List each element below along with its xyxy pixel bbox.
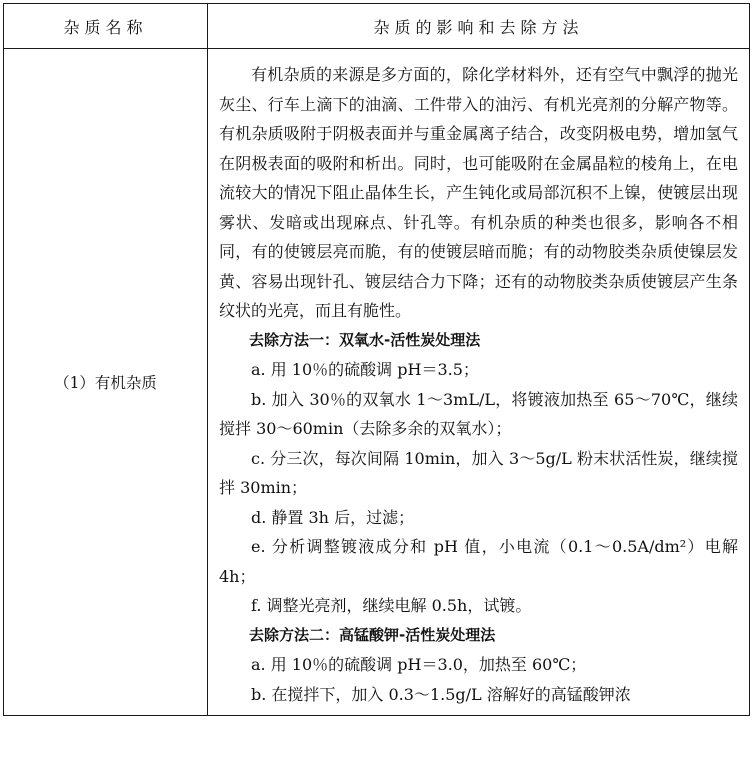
method-one-step: d. 静置 3h 后，过滤； bbox=[251, 507, 415, 527]
cell-content bbox=[208, 49, 749, 715]
method-one-step: b. 加入 30％的双氧水 1～3mL/L，将镀液加热至 65～70℃，继续搅拌 30～60min（去除多余的双氧水）； bbox=[219, 389, 738, 438]
intro-paragraph: 有机杂质的来源是多方面的，除化学材料外，还有空气中飘浮的抛光灰尘、行车上滴下的油滴、工件带入的油污、有机光亮剂的分解产物等。有机杂质吸附于阴极表面并与重金属离子结合，改变阴极电势，增加氢气在阴极表面的吸附和析出。同时，也可能吸附在金属晶粒的棱角上，在电流较大的情况下阻止晶体生长，产生钝化或局部沉积不上镍，使镀层出现雾状、发暗或出现麻点、针孔等。有机杂质的种类也很多，影响各不相同，有的使镀层亮而脆，有的使镀层暗而脆；有的动物胶类杂质使镍层发黄、容易出现针孔、镀层结合力下降；还有的动物胶类杂质使镀层产生条纹状的光亮，而且有脆性。 bbox=[219, 65, 738, 320]
method-two-step: a. 用 10％的硫酸调 pH＝3.0，加热至 60℃； bbox=[251, 655, 587, 674]
impurity-table bbox=[3, 3, 750, 716]
header-row bbox=[4, 4, 750, 49]
method-one-step: c. 分三次，每次间隔 10min，加入 3～5g/L 粉末状活性炭，继续搅拌 30min； bbox=[219, 448, 738, 497]
method-two-title: 去除方法二：高锰酸钾-活性炭处理法 bbox=[249, 625, 496, 644]
method-one-step: e. 分析调整镀液成分和 pH 值，小电流（0.1～0.5A/dm²）电解 4h； bbox=[219, 537, 738, 586]
impurity-name-cell: （1）有机杂质 bbox=[4, 49, 208, 716]
method-one-step: f. 调整光亮剂，继续电解 0.5h，试镀。 bbox=[251, 596, 532, 615]
effect-removal-cell bbox=[208, 49, 750, 716]
method-one-step: a. 用 10％的硫酸调 pH＝3.5； bbox=[251, 360, 479, 379]
header-effect-and-removal: 杂质的影响和去除方法 bbox=[208, 4, 750, 49]
method-two-step: b. 在搅拌下，加入 0.3～1.5g/L 溶解好的高锰酸钾浓 bbox=[251, 684, 631, 704]
table-row bbox=[4, 49, 750, 716]
header-impurity-name: 杂质名称 bbox=[4, 4, 208, 49]
method-one-title: 去除方法一：双氧水-活性炭处理法 bbox=[249, 330, 481, 349]
